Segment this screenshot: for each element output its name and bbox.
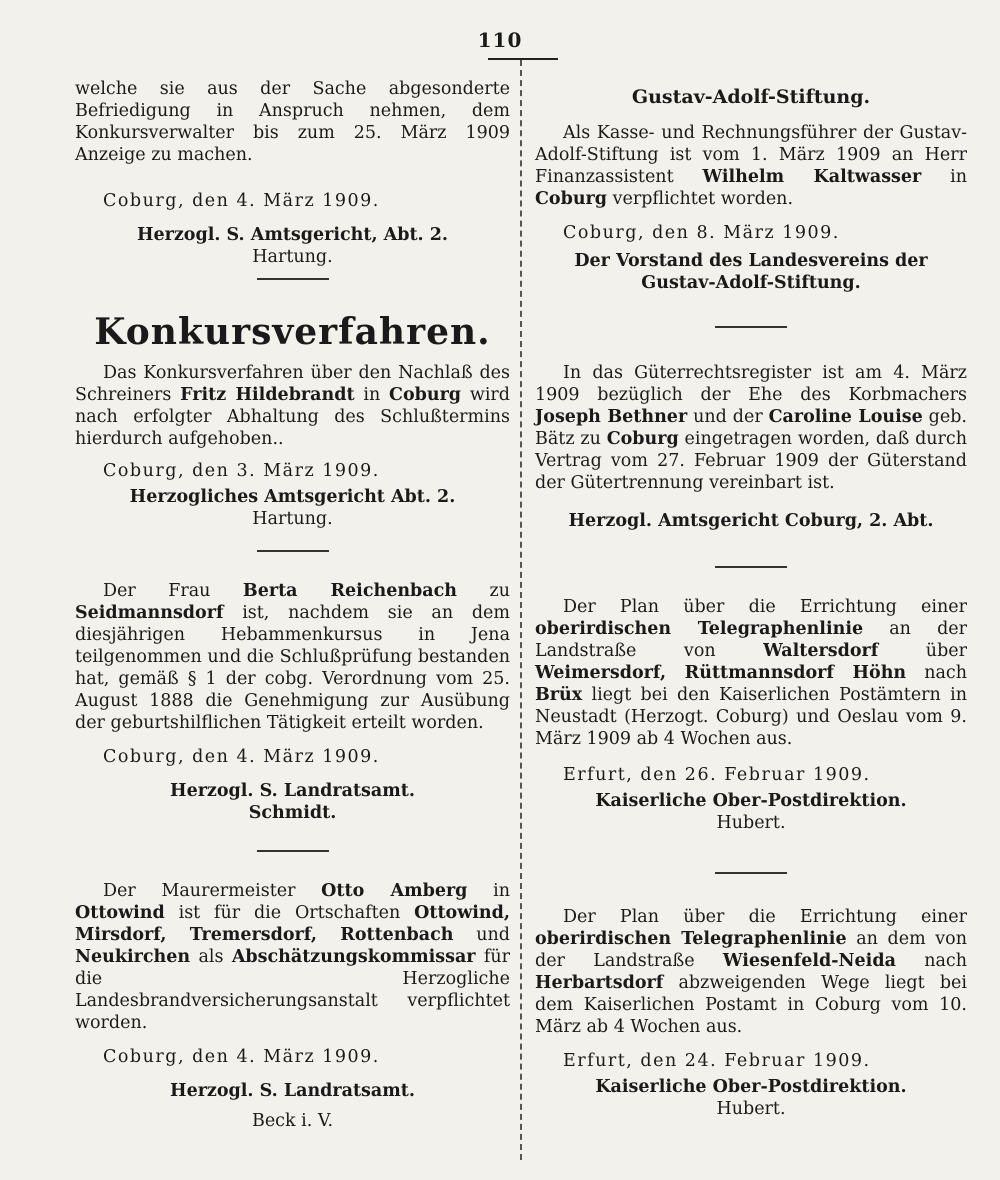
- page-number: 110: [477, 28, 523, 52]
- person-name: Caroline Louise: [768, 407, 923, 427]
- notice-foundation: [535, 86, 967, 294]
- notice-heading: Gustav-Adolf-Stiftung.: [631, 86, 871, 108]
- notice-date: Coburg, den 4. März 1909.: [103, 191, 380, 211]
- notice-signatory: Hubert.: [716, 813, 786, 833]
- place-name: Waltersdorf: [763, 641, 879, 661]
- place-list: Ottowind, Mirsdorf, Tremersdorf, Rottenbach: [75, 903, 510, 945]
- notice-claims: [75, 78, 510, 268]
- notice-signature-line2: Gustav-Adolf-Stiftung.: [641, 273, 861, 293]
- notice-body: Der Frau Berta Reichenbach zu Seidmannsdorf ist, nachdem sie an dem diesjährigen Hebammenkursus in Jena teilgenommen und die Schlußprüfung bestanden hat, gemäß § 1 der cobg. Verordnung vom 25. August 1888 die Genehmigung zur Ausübung der geburtshilflichen Tätigkeit erteilt worden.: [75, 581, 510, 733]
- notice-signature: Herzogl. S. Landratsamt.: [170, 1081, 415, 1101]
- notice-telegraph-2: [535, 906, 967, 1120]
- notice-signature: Kaiserliche Ober-Postdirektion.: [595, 1077, 907, 1097]
- place-name: Wiesenfeld-Neida: [722, 951, 896, 971]
- notice-date: Coburg, den 4. März 1909.: [103, 1047, 380, 1067]
- notice-date: Erfurt, den 26. Februar 1909.: [563, 765, 871, 785]
- place-name: Seidmannsdorf: [75, 603, 224, 623]
- notice-signature: Herzogliches Amtsgericht Abt. 2.: [129, 487, 456, 507]
- separator: [75, 550, 510, 552]
- notice-commissioner: [75, 880, 510, 1132]
- notice-bankruptcy: [75, 362, 510, 530]
- place-list: Weimersdorf, Rüttmannsdorf Höhn: [535, 663, 907, 683]
- notice-date: Coburg, den 8. März 1909.: [563, 223, 840, 243]
- notice-date: Coburg, den 4. März 1909.: [103, 747, 380, 767]
- notice-telegraph-1: [535, 596, 967, 834]
- separator: [535, 326, 967, 328]
- column-divider: [520, 60, 523, 1160]
- notice-signatory: Hartung.: [252, 509, 333, 529]
- notice-body: Der Plan über die Errichtung einer oberirdischen Telegraphenlinie an dem von der Landstraße Wiesenfeld-Neida nach Herbartsdorf abzweigenden Wege liegt bei dem Kaiserlichen Postamt in Coburg vom 10. März ab 4 Wochen aus.: [535, 907, 967, 1037]
- person-name: Fritz Hildebrandt: [180, 385, 355, 405]
- person-name: Joseph Bethner: [535, 407, 688, 427]
- notice-property-register: [535, 362, 967, 532]
- place-name: Neukirchen: [75, 947, 191, 967]
- notice-signatory: Hubert.: [716, 1099, 786, 1119]
- notice-signature: Herzogl. S. Amtsgericht, Abt. 2.: [136, 225, 449, 245]
- person-name: Otto Amberg: [321, 881, 468, 901]
- notice-date: Coburg, den 3. März 1909.: [103, 461, 380, 481]
- role-name: Abschätzungskommissar: [231, 947, 476, 967]
- person-name: Wilhelm Kaltwasser: [702, 167, 922, 187]
- notice-date: Erfurt, den 24. Februar 1909.: [563, 1051, 871, 1071]
- place-name: Brüx: [535, 685, 583, 705]
- place-name: Coburg: [606, 429, 679, 449]
- notice-body: Als Kasse- und Rechnungsführer der Gustav-Adolf-Stiftung ist vom 1. März 1909 an Herr Finanzassistent Wilhelm Kaltwasser in Coburg verpflichtet worden.: [535, 123, 967, 209]
- place-name: Coburg: [389, 385, 462, 405]
- notice-signatory: Beck i. V.: [251, 1111, 334, 1131]
- notice-signature: Herzogl. Amtsgericht Coburg, 2. Abt.: [568, 511, 934, 531]
- separator: [75, 278, 510, 280]
- separator: [75, 850, 510, 852]
- notice-body: Der Plan über die Errichtung einer oberirdischen Telegraphenlinie an der Landstraße von Waltersdorf über Weimersdorf, Rüttmannsdorf Höhn nach Brüx liegt bei den Kaiserlichen Postämtern in Neustadt (Herzogt. Coburg) und Oeslau vom 9. März 1909 ab 4 Wochen aus.: [535, 597, 968, 749]
- person-name: Berta Reichenbach: [242, 581, 458, 601]
- notice-signature: Der Vorstand des Landesvereins der: [574, 251, 928, 271]
- notice-body: welche sie aus der Sache abgesonderte Befriedigung in Anspruch nehmen, dem Konkursverwalter bis zum 25. März 1909 Anzeige zu machen.: [75, 79, 510, 165]
- separator: [535, 872, 967, 874]
- notice-signatory: Schmidt.: [248, 803, 337, 823]
- notice-body: Das Konkursverfahren über den Nachlaß des Schreiners Fritz Hildebrandt in Coburg wird nach erfolgter Abhaltung des Schlußtermins hierdurch aufgehoben..: [75, 363, 510, 449]
- notice-signature: Herzogl. S. Landratsamt.: [170, 781, 415, 801]
- separator: [535, 566, 967, 568]
- subject-name: oberirdischen Telegraphenlinie: [535, 619, 864, 639]
- page-number-rule: [488, 58, 558, 60]
- notice-signatory: Hartung.: [252, 247, 333, 267]
- place-name: Herbartsdorf: [535, 973, 664, 993]
- place-name: Ottowind: [75, 903, 165, 923]
- section-title: Konkursverfahren.: [94, 311, 491, 353]
- notice-body: Der Maurermeister Otto Amberg in Ottowind ist für die Ortschaften Ottowind, Mirsdorf, Tremersdorf, Rottenbach und Neukirchen als Abschätzungskommissar für die Herzogliche Landesbrandversicherungsanstalt verpflichtet worden.: [75, 881, 510, 1033]
- place-name: Coburg: [535, 189, 608, 209]
- subject-name: oberirdischen Telegraphenlinie: [535, 929, 847, 949]
- notice-body: In das Güterrechtsregister ist am 4. März 1909 bezüglich der Ehe des Korbmachers Joseph Bethner und der Caroline Louise geb. Bätz zu Coburg eingetragen worden, daß durch Vertrag vom 27. Februar 1909 der Güterstand der Gütertrennung vereinbart ist.: [535, 363, 967, 493]
- notice-signature: Kaiserliche Ober-Postdirektion.: [595, 791, 907, 811]
- section-title-container: [75, 310, 510, 354]
- notice-midwife: [75, 580, 510, 824]
